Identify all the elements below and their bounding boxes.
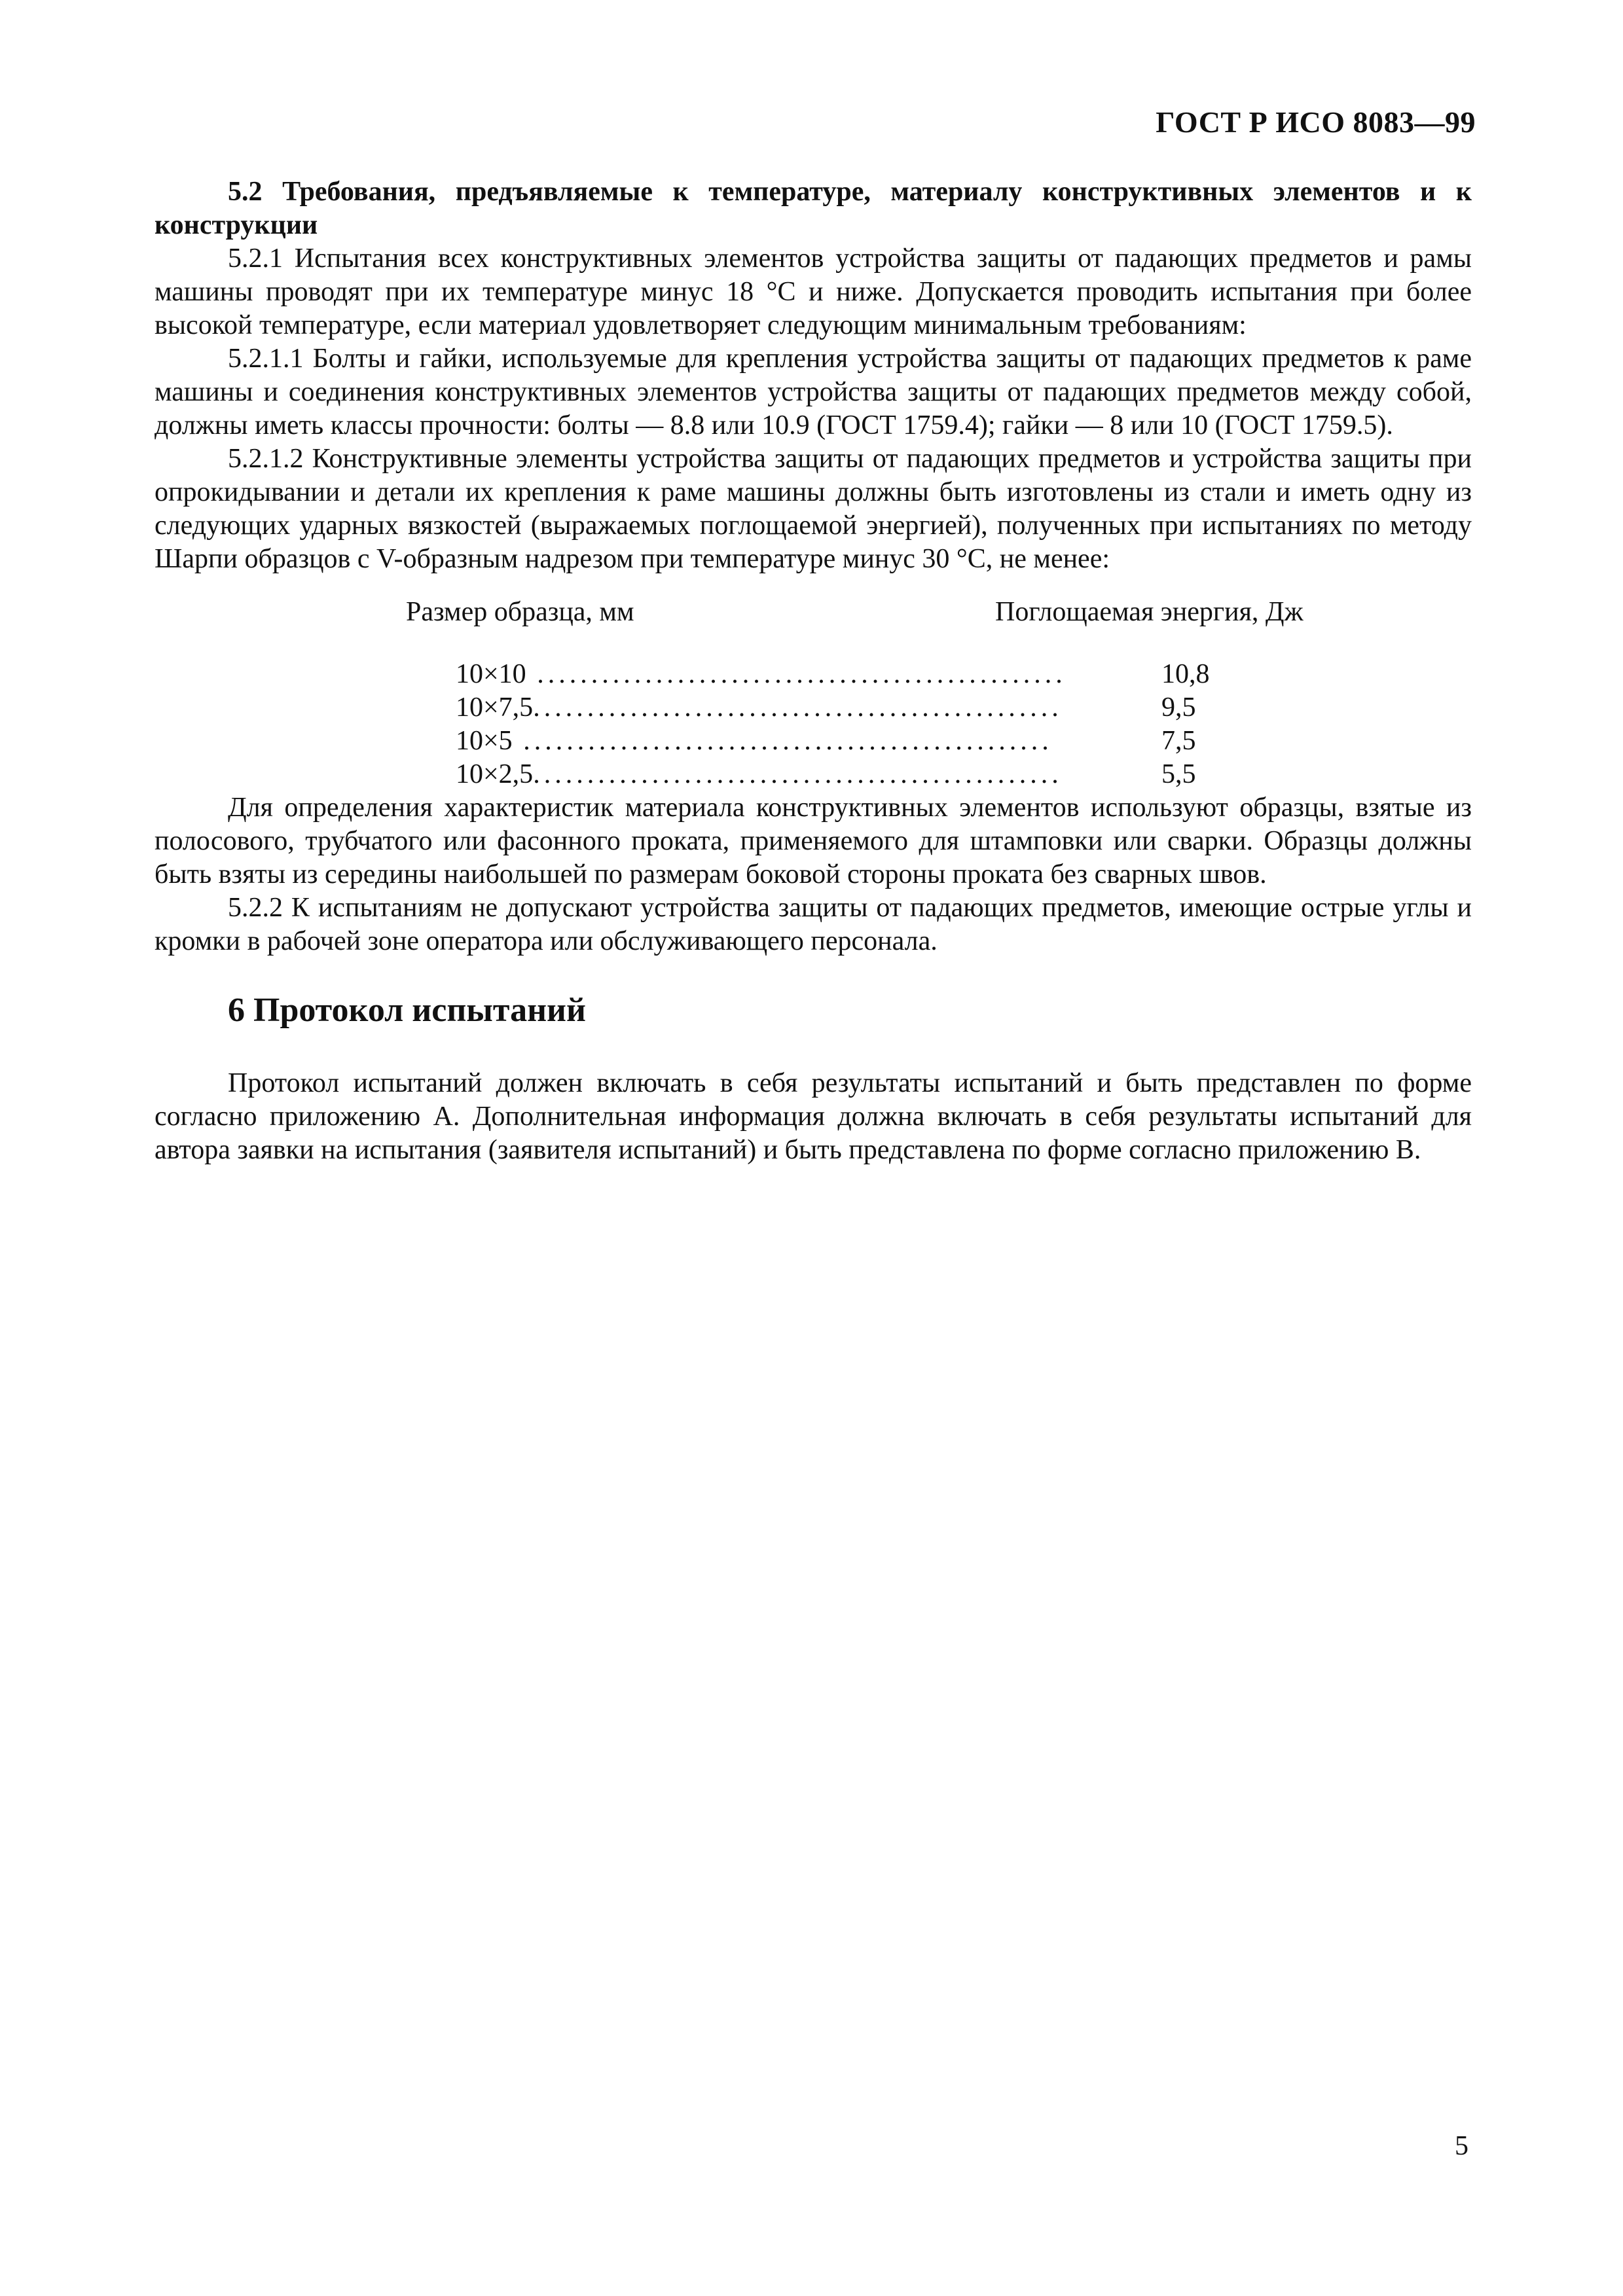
- section-6-title: 6 Протокол испытаний: [228, 992, 586, 1029]
- table-row: 10×5 ................................................. 7,5: [155, 725, 1472, 758]
- document-body: [155, 175, 1472, 1167]
- energy-cell: 5,5: [1161, 759, 1196, 789]
- energy-cell: 10,8: [1161, 659, 1210, 689]
- energy-cell: 9,5: [1161, 692, 1196, 723]
- paragraph-5-2-2: 5.2.2 К испытаниям не допускают устройства защиты от падающих предметов, имеющие острые углы и кромки в рабочей зоне оператора или обслуживающего персонала.: [155, 893, 1472, 956]
- sample-size-cell: 10×2,5: [456, 759, 534, 789]
- section-5-2-title: 5.2 Требования, предъявляемые к температуре, материалу конструктивных элементов и к конструкции: [155, 177, 1472, 240]
- paragraph-5-2-1-1: 5.2.1.1 Болты и гайки, используемые для крепления устройства защиты от падающих предметов к раме машины и соединения конструктивных элементов устройства защиты от падающих предметов между собой, должны иметь классы прочности: болты — 8.8 или 10.9 (ГОСТ 1759.4); гайки — 8 или 10 (ГОСТ 1759.5).: [155, 344, 1472, 440]
- page-number: 5: [1455, 2131, 1468, 2161]
- energy-table-header: [155, 596, 1472, 629]
- paragraph-6: Протокол испытаний должен включать в себя результаты испытаний и быть представлен по форме согласно приложению А. Дополнительная информация должна включать в себя результаты испытаний для автора заявки на испытания (заявителя испытаний) и быть представлена по форме согласно приложению В.: [155, 1068, 1472, 1165]
- energy-table: [155, 658, 1472, 791]
- table-row: 10×10 ................................................. 10,8: [155, 658, 1472, 691]
- table-row: 10×7,5................................................. 9,5: [155, 691, 1472, 725]
- paragraph-5-2-1-2: 5.2.1.2 Конструктивные элементы устройства защиты от падающих предметов и устройства защиты при опрокидывании и детали их крепления к раме машины должны быть изготовлены из стали и иметь одну из следующих ударных вязкостей (выражаемых поглощаемой энергией), полученных при испытаниях по методу Шарпи образцов с V-образным надрезом при температуре минус 30 °С, не менее:: [155, 444, 1472, 574]
- energy-cell: 7,5: [1161, 726, 1196, 756]
- column-header-sample-size: Размер образца, мм: [406, 597, 634, 627]
- paragraph-material-samples: Для определения характеристик материала конструктивных элементов используют образцы, взятые из полосового, трубчатого или фасонного проката, применяемого для штамповки или сварки. Образцы должны быть взяты из середины наибольшей по размерам боковой стороны проката без сварных швов.: [155, 793, 1472, 889]
- sample-size-cell: 10×5: [456, 726, 513, 756]
- paragraph-5-2-1: 5.2.1 Испытания всех конструктивных элементов устройства защиты от падающих предметов и рамы машины проводят при их температуре минус 18 °С и ниже. Допускается проводить испытания при более высокой температуре, если материал удовлетворяет следующим минимальным требованиям:: [155, 243, 1472, 340]
- document-code-header: ГОСТ Р ИСО 8083—99: [1156, 105, 1476, 139]
- column-header-absorbed-energy: Поглощаемая энергия, Дж: [995, 597, 1304, 627]
- sample-size-cell: 10×7,5: [456, 692, 534, 723]
- table-row: 10×2,5................................................. 5,5: [155, 758, 1472, 791]
- sample-size-cell: 10×10: [456, 659, 526, 689]
